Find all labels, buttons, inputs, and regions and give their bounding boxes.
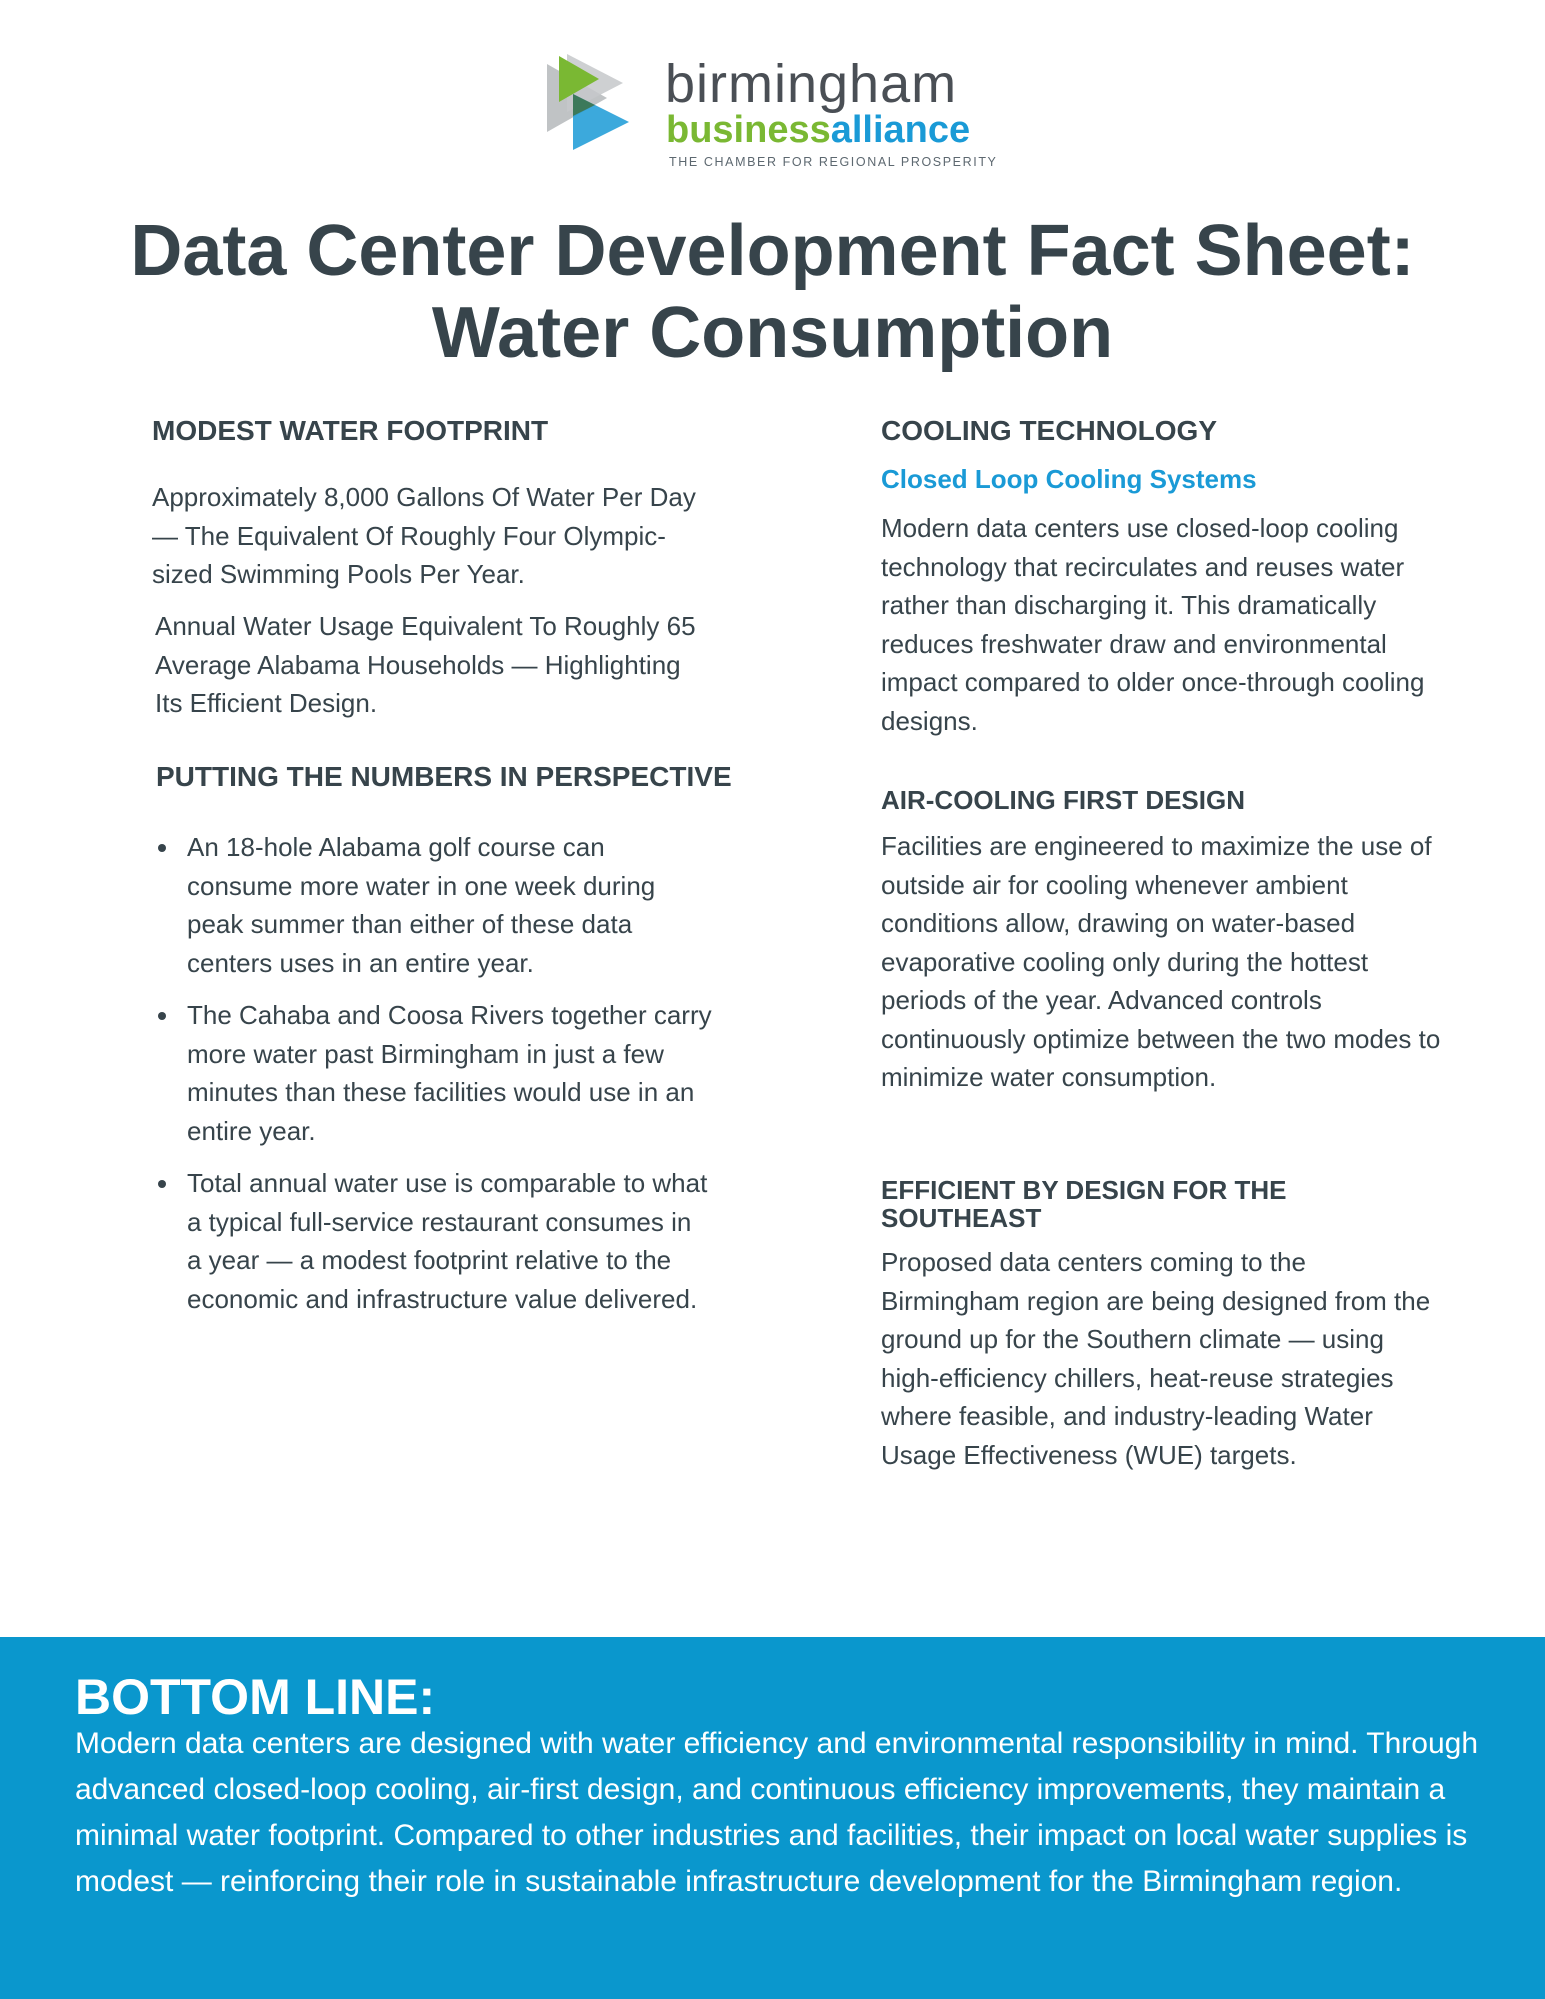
list-item — [152, 828, 712, 982]
bottom-line-banner — [0, 1637, 1545, 1999]
logo-mark-icon — [545, 54, 663, 154]
closed-loop-paragraph: Modern data centers use closed-loop cooling technology that recirculates and reuses water rather than discharging it. This dramatically reduces freshwater draw and environmental impact compared to older once-through cooling designs. — [881, 513, 1425, 736]
footprint-paragraph-1: Approximately 8,000 Gallons Of Water Per Day — The Equivalent Of Roughly Four Olympic-sized Swimming Pools Per Year. — [152, 482, 696, 589]
bullet-icon — [158, 844, 166, 852]
page-title-line1: Data Center Development Fact Sheet: — [130, 211, 1415, 291]
closed-loop-subheading: Closed Loop Cooling Systems — [881, 464, 1257, 494]
air-cooling-paragraph: Facilities are engineered to maximize the use of outside air for cooling whenever ambient conditions allow, drawing on water-based evaporative cooling only during the hottest periods of the year. Advanced controls continuously optimize between the two modes to minimize water consumption. — [881, 831, 1441, 1092]
efficient-paragraph: Proposed data centers coming to the Birmingham region are being designed from the ground up for the Southern climate — using high-efficiency chillers, heat-reuse strategies where feasible, and industry-leading Water Usage Effectiveness (WUE) targets. — [881, 1247, 1431, 1470]
footprint-heading: MODEST WATER FOOTPRINT — [152, 415, 549, 446]
bullet-icon — [158, 1012, 166, 1020]
efficient-heading — [881, 1176, 1286, 1232]
efficient-heading-line1: EFFICIENT BY DESIGN FOR THE — [881, 1175, 1287, 1205]
logo-tagline: THE CHAMBER FOR REGIONAL PROSPERITY — [669, 155, 998, 169]
page-title — [0, 210, 1545, 374]
list-item — [152, 1164, 712, 1318]
perspective-list — [152, 828, 712, 1332]
logo — [545, 54, 1005, 174]
logo-word-business: business — [666, 109, 831, 151]
list-item — [152, 996, 712, 1150]
logo-word-alliance: alliance — [830, 109, 971, 151]
bottom-line-text: Modern data centers are designed with water efficiency and environmental responsibility in mind. Through advanced closed-loop cooling, air-first design, and continuous efficiency improvements, they maintain a minimal water footprint. Compared to other industries and facilities, their impact on local water supplies is modest — reinforcing their role in sustainable infrastructure development for the Birmingham region. — [75, 1727, 1478, 1898]
logo-wordmark-business-alliance — [666, 108, 970, 152]
footprint-paragraph-2: Annual Water Usage Equivalent To Roughly 65 Average Alabama Households — Highlighting Its Efficient Design. — [155, 611, 696, 718]
bottom-line-heading: BOTTOM LINE: — [75, 1669, 436, 1725]
bullet-icon — [158, 1180, 166, 1188]
list-item-text: Total annual water use is comparable to what a typical full-service restaurant consumes in a year — a modest footprint relative to the economic and infrastructure value delivered. — [187, 1168, 708, 1314]
list-item-text: The Cahaba and Coosa Rivers together carry more water past Birmingham in just a few minutes than these facilities would use in an entire year. — [187, 1000, 712, 1146]
page-title-line2: Water Consumption — [431, 293, 1114, 373]
perspective-heading: PUTTING THE NUMBERS IN PERSPECTIVE — [156, 761, 732, 792]
cooling-heading: COOLING TECHNOLOGY — [881, 415, 1217, 446]
list-item-text: An 18-hole Alabama golf course can consume more water in one week during peak summer than either of these data centers uses in an entire year. — [187, 832, 656, 978]
air-cooling-heading: AIR-COOLING FIRST DESIGN — [881, 785, 1245, 815]
logo-wordmark-birmingham: birmingham — [665, 54, 958, 114]
efficient-heading-line2: SOUTHEAST — [881, 1203, 1042, 1233]
